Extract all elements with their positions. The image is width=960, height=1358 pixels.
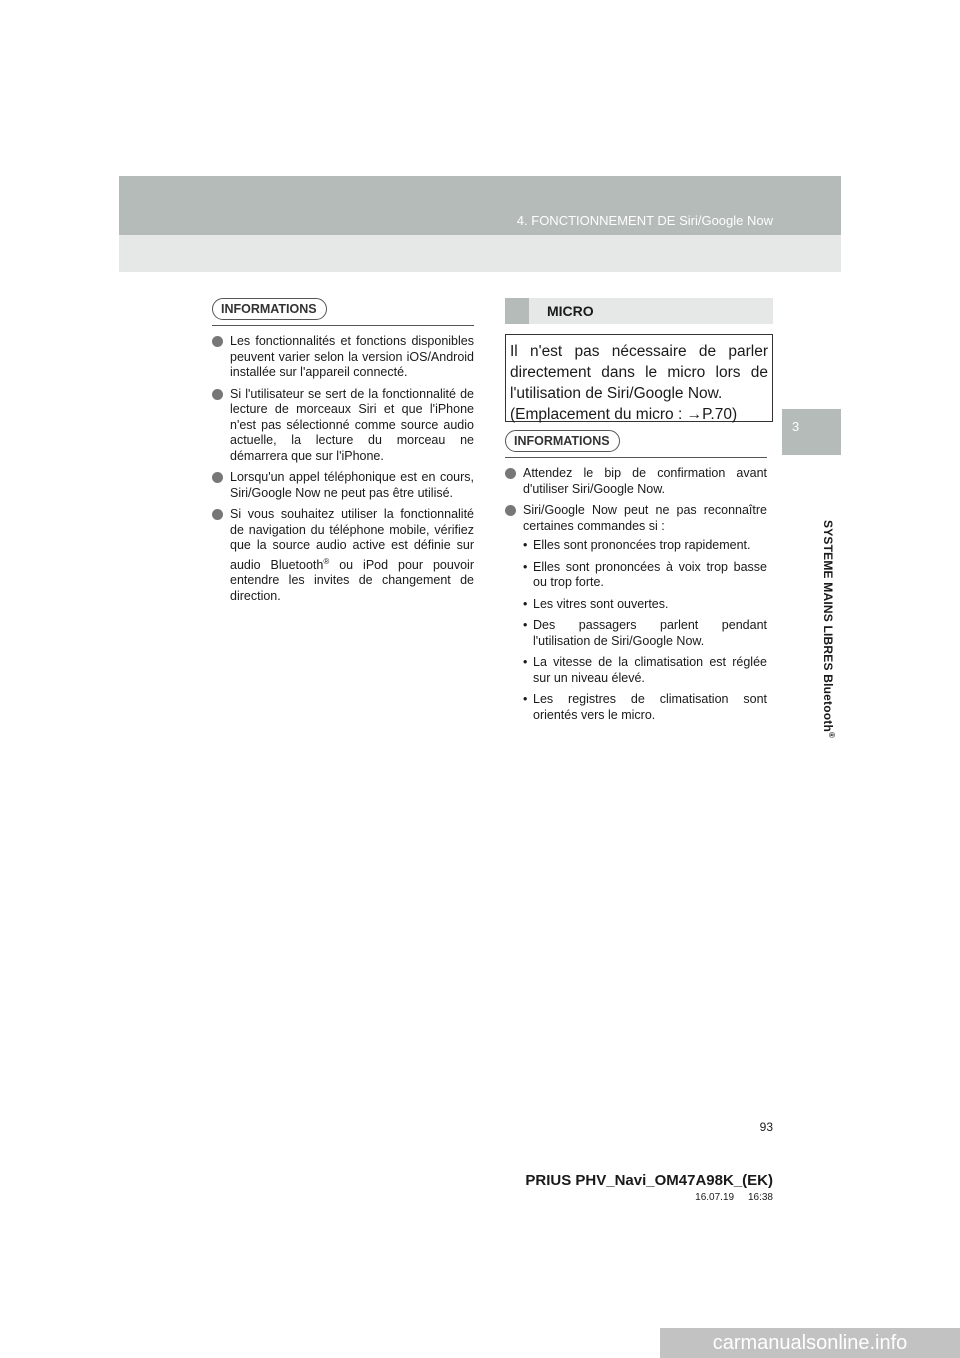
watermark: carmanualsonline.info bbox=[660, 1328, 960, 1358]
page-number: 93 bbox=[759, 1120, 773, 1134]
registered-mark: ® bbox=[827, 732, 836, 739]
bullet-dot-icon bbox=[212, 389, 223, 400]
document-timestamp: 16.07.19 16:38 bbox=[695, 1192, 773, 1203]
list-item: Si l'utilisateur se sert de la fonctionnalité de lecture de morceaux Siri et que l'iPhone n'est pas sélectionné comme source audio actuelle, la lecture du morceau ne démarrera que sur l'iPhone. bbox=[212, 387, 474, 465]
micro-reference-link[interactable]: (Emplacement du micro : →P.70) bbox=[510, 406, 738, 423]
micro-text: Il n'est pas nécessaire de parler directement dans le micro lors de l'utilisation de Siri/Google Now. bbox=[510, 343, 768, 402]
list-item: Attendez le bip de confirmation avant d'utiliser Siri/Google Now. bbox=[505, 466, 767, 497]
list-item: Lorsqu'un appel téléphonique est en cours, Siri/Google Now ne peut pas être utilisé. bbox=[212, 470, 474, 501]
list-item: Les fonctionnalités et fonctions disponibles peuvent varier selon la version iOS/Android installée sur l'appareil connecté. bbox=[212, 334, 474, 381]
bullet-dot-icon bbox=[212, 509, 223, 520]
sub-list-item: • La vitesse de la climatisation est réglée sur un niveau élevé. bbox=[523, 655, 767, 685]
header-band bbox=[119, 176, 841, 235]
micro-section-header bbox=[505, 298, 773, 324]
micro-note-box bbox=[505, 334, 773, 422]
info-header bbox=[505, 430, 767, 458]
sub-list-item: • Elles sont prononcées à voix trop basse ou trop forte. bbox=[523, 559, 767, 589]
right-info-block bbox=[505, 430, 767, 729]
left-column bbox=[212, 298, 474, 610]
sub-list-item: • Elles sont prononcées trop rapidement. bbox=[523, 538, 751, 552]
right-column bbox=[505, 298, 773, 422]
sub-list-item: • Les vitres sont ouvertes. bbox=[523, 596, 669, 611]
chapter-tab[interactable] bbox=[782, 409, 841, 455]
sub-list-item: • Les registres de climatisation sont orientés vers le micro. bbox=[523, 692, 767, 722]
list-item: Si vous souhaitez utiliser la fonctionnalité de navigation du téléphone mobile, vérifiez que la source audio active est définie sur audio Bluetooth® ou iPod pour pouvoir entendre les invites de changement de direction. bbox=[212, 507, 474, 604]
sub-list-item: • Des passagers parlent pendant l'utilisation de Siri/Google Now. bbox=[523, 618, 767, 648]
section-square-icon bbox=[505, 298, 529, 324]
document-id: PRIUS PHV_Navi_OM47A98K_(EK) bbox=[525, 1172, 773, 1189]
sub-list bbox=[523, 538, 767, 723]
info-header bbox=[212, 298, 474, 326]
info-label: INFORMATIONS bbox=[505, 430, 620, 452]
info-list bbox=[505, 466, 767, 723]
list-item: Siri/Google Now peut ne pas reconnaître certaines commandes si : • Elles sont prononcées trop rapidement. • Elles sont prononcées à voix trop basse ou trop forte. • Les vitres sont ouvertes. • Des passagers parlent pendant l'utilisation de Siri/Google Now. • La vitesse de la climatisation est réglée sur un niveau élevé. • Les registres de climatisation sont orientés vers le micro. bbox=[505, 503, 767, 723]
bullet-dot-icon bbox=[212, 336, 223, 347]
bullet-dot-icon bbox=[505, 468, 516, 479]
section-title: 4. FONCTIONNEMENT DE Siri/Google Now bbox=[516, 213, 773, 228]
header-subband bbox=[119, 235, 841, 272]
chapter-number: 3 bbox=[792, 419, 800, 434]
bullet-dot-icon bbox=[505, 505, 516, 516]
info-label: INFORMATIONS bbox=[212, 298, 327, 320]
info-list bbox=[212, 334, 474, 604]
micro-title: MICRO bbox=[547, 303, 594, 319]
registered-mark: ® bbox=[323, 556, 330, 566]
bullet-dot-icon bbox=[212, 472, 223, 483]
chapter-label: SYSTEME MAINS LIBRES Bluetooth® bbox=[821, 520, 836, 739]
